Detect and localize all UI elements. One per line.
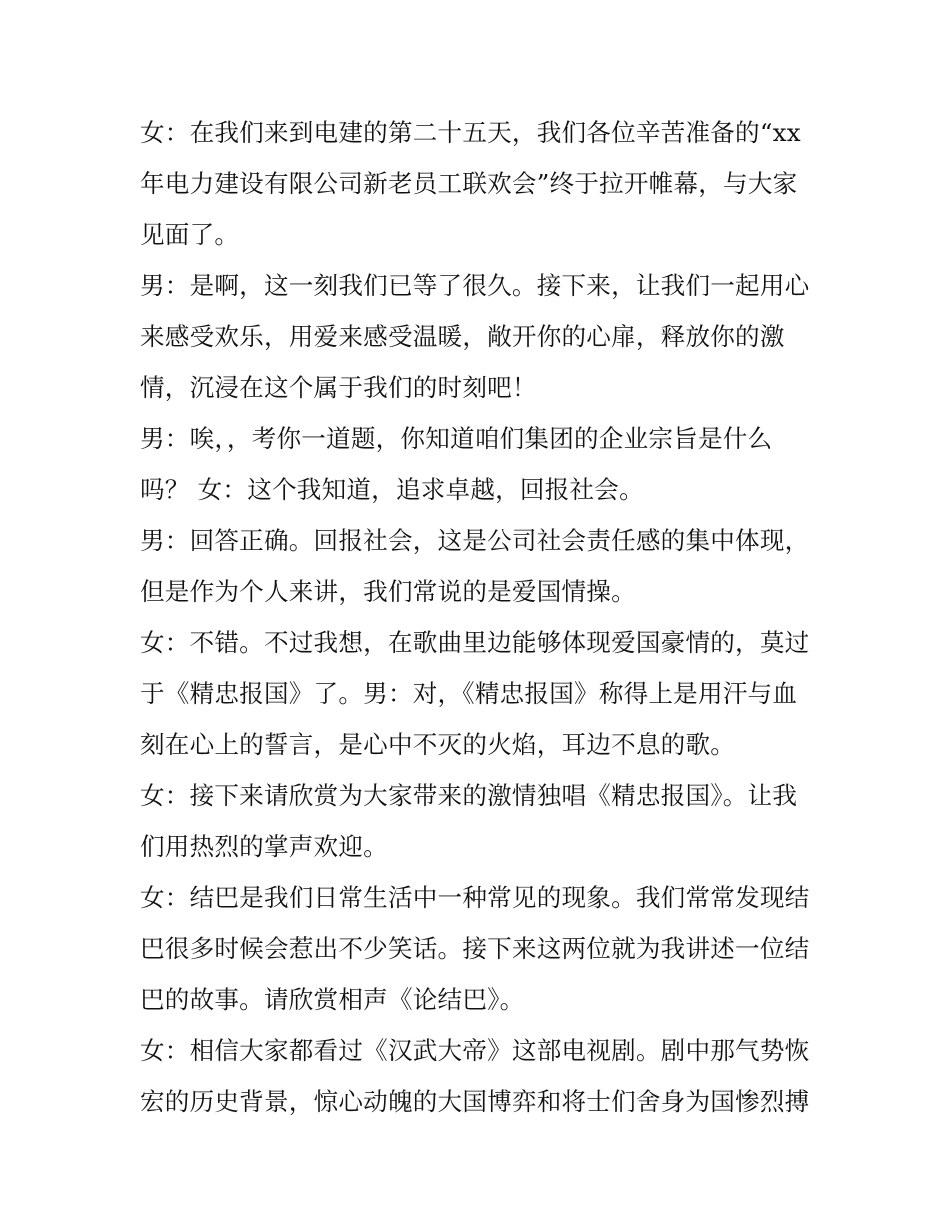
text-line: 于《精忠报国》了。男：对，《精忠报国》称得上是用汗与血 <box>140 679 798 708</box>
text-line: 年电力建设有限公司新老员工联欢会”终于拉开帷幕，与大家 <box>140 169 798 198</box>
text-line: 但是作为个人来讲，我们常说的是爱国情操。 <box>140 577 636 606</box>
text-line: 男：回答正确。回报社会，这是公司社会责任感的集中体现， <box>140 526 810 555</box>
text-line: 情，沉浸在这个属于我们的时刻吧！ <box>140 373 537 402</box>
text-line: 来感受欢乐，用爱来感受温暖，敞开你的心扉，释放你的激 <box>140 322 785 351</box>
text-line: 女：结巴是我们日常生活中一种常见的现象。我们常常发现结 <box>140 883 810 912</box>
text-line: 们用热烈的掌声欢迎。 <box>140 832 388 861</box>
text-line: 吗？ 女：这个我知道，追求卓越，回报社会。 <box>140 475 644 504</box>
text-line: 宏的历史背景，惊心动魄的大国博弈和将士们舍身为国惨烈搏 <box>140 1087 810 1116</box>
text-line: 巴的故事。请欣赏相声《论结巴》。 <box>140 985 525 1014</box>
text-line: 刻在心上的誓言，是心中不灭的火焰，耳边不息的歌。 <box>140 730 736 759</box>
text-line: 男：是啊，这一刻我们已等了很久。接下来，让我们一起用心 <box>140 271 810 300</box>
text-line: 女：相信大家都看过《汉武大帝》这部电视剧。剧中那气势恢 <box>140 1036 810 1065</box>
text-line: 女：在我们来到电建的第二十五天，我们各位辛苦准备的“xx <box>140 118 801 147</box>
text-line: 女：不错。不过我想，在歌曲里边能够体现爱国豪情的，莫过 <box>140 628 810 657</box>
document-body <box>140 107 820 1127</box>
text-line: 见面了。 <box>140 220 240 249</box>
text-line: 女：接下来请欣赏为大家带来的激情独唱《精忠报国》。让我 <box>140 781 798 810</box>
text-line: 巴很多时候会惹出不少笑话。接下来这两位就为我讲述一位结 <box>140 934 810 963</box>
text-line: 男：唉，，考你一道题，你知道咱们集团的企业宗旨是什么 <box>140 424 773 453</box>
